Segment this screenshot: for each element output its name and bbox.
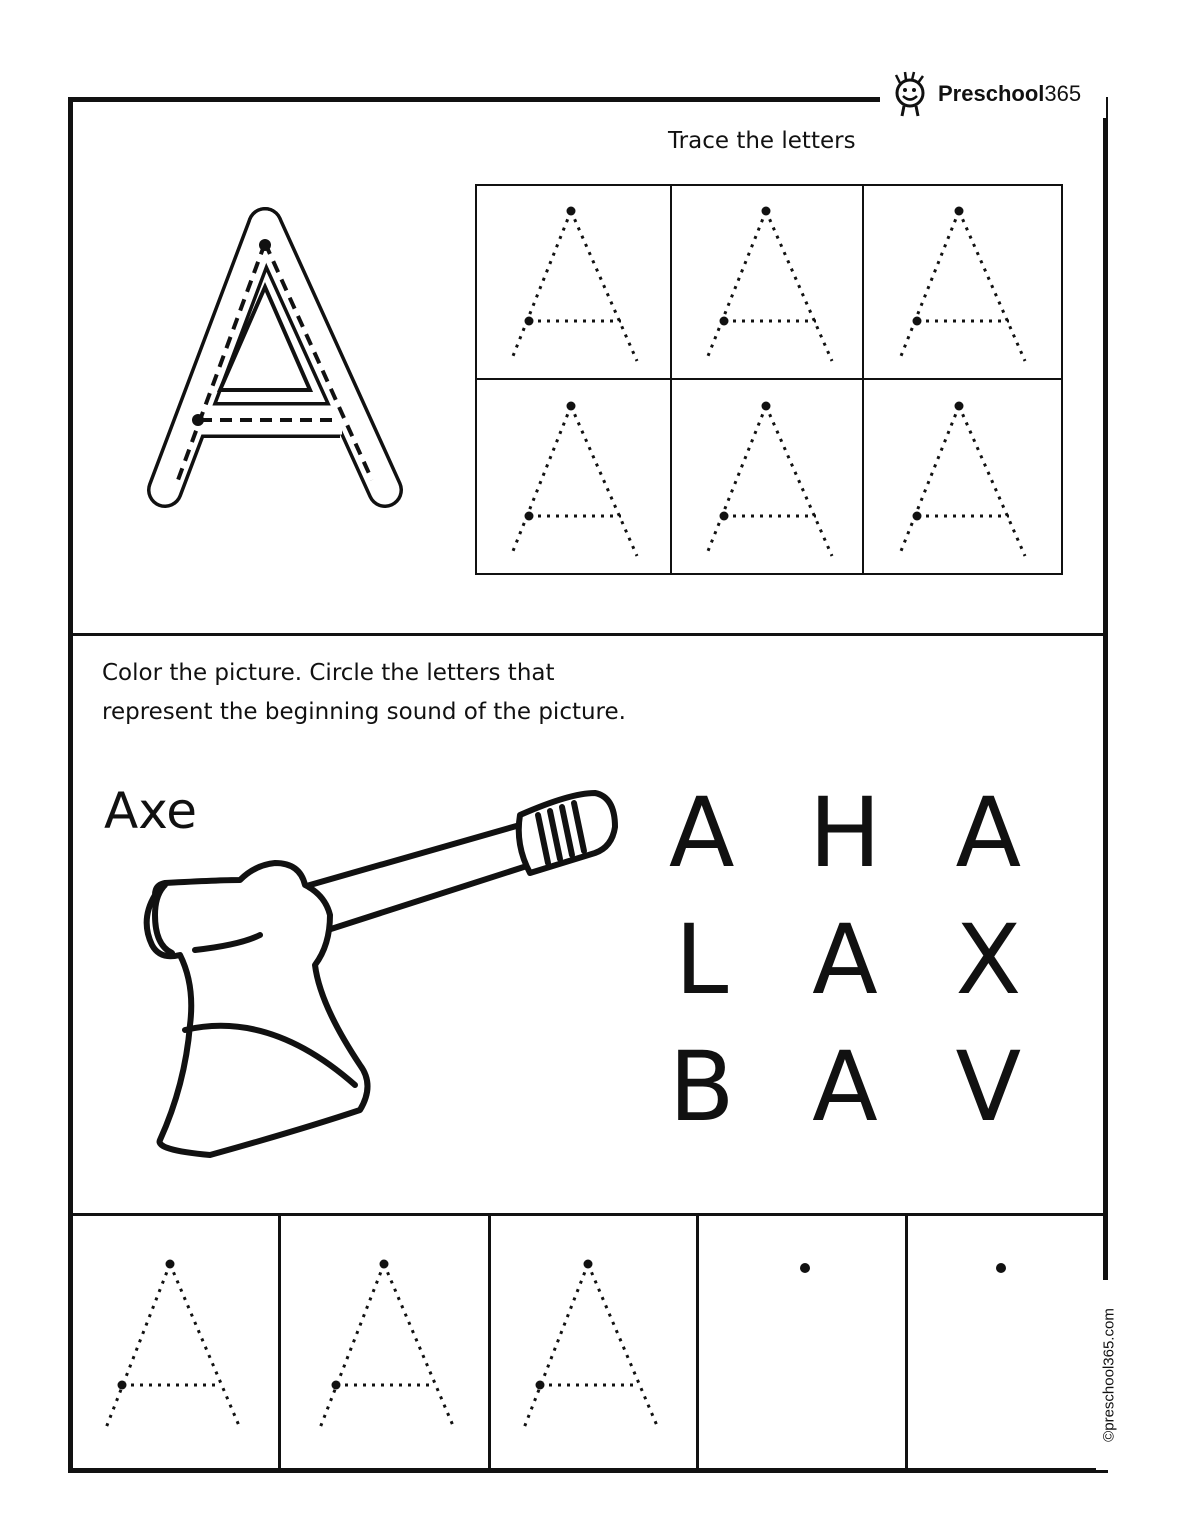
copyright-text: ©preschool365.com — [1100, 1308, 1118, 1442]
color-instruction-line1: Color the picture. Circle the letters that — [102, 660, 555, 686]
axe-icon — [100, 785, 640, 1175]
dotted-letter-a — [700, 400, 840, 560]
color-instruction-line2: represent the beginning sound of the picture. — [102, 699, 626, 725]
trace-instruction: Trace the letters — [668, 128, 856, 154]
dotted-letter-a — [893, 400, 1033, 560]
start-dot — [995, 1262, 1007, 1274]
bottom-cell-divider — [278, 1215, 281, 1473]
smiley-kid-icon — [886, 71, 932, 117]
letter-choice[interactable]: V — [955, 1030, 1022, 1143]
start-dot — [799, 1262, 811, 1274]
letter-choices — [630, 770, 1060, 1150]
dotted-letter-a — [893, 205, 1033, 365]
bottom-cell-divider — [488, 1215, 491, 1473]
bottom-cell-divider — [696, 1215, 699, 1473]
outlined-letter-a — [140, 215, 400, 515]
copyright-badge — [1096, 1280, 1122, 1470]
letter-choice[interactable]: H — [808, 777, 882, 890]
picture-word: Axe — [104, 782, 198, 840]
brand-name: Preschool365 — [938, 81, 1082, 106]
section-divider-bottom — [68, 1213, 1108, 1216]
dotted-letter-a — [505, 400, 645, 560]
letter-choice[interactable]: L — [674, 903, 729, 1016]
bottom-cell-divider — [905, 1215, 908, 1473]
letter-choice[interactable]: X — [955, 903, 1022, 1016]
dotted-letter-a — [100, 1258, 250, 1438]
letter-choice[interactable]: B — [668, 1030, 735, 1143]
letter-choice[interactable]: A — [812, 903, 878, 1016]
dotted-letter-a — [314, 1258, 464, 1438]
dotted-letter-a — [518, 1258, 668, 1438]
dotted-letter-a — [700, 205, 840, 365]
letter-choice[interactable]: A — [955, 777, 1022, 890]
letter-choice[interactable]: A — [812, 1030, 878, 1143]
brand-logo — [880, 70, 1106, 118]
dotted-letter-a — [505, 205, 645, 365]
section-divider-top — [68, 633, 1108, 636]
letter-choice[interactable]: A — [668, 777, 735, 890]
